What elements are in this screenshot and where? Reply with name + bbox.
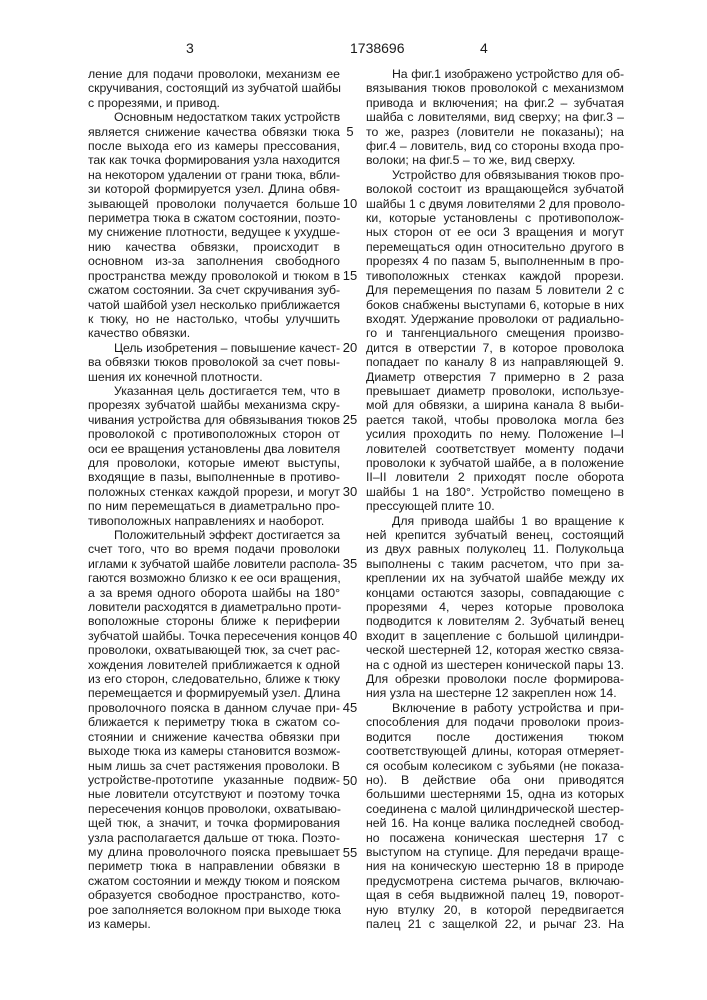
text-line: ление для подачи проволоки, механизм ее (88, 67, 340, 81)
patent-number: 1738696 (350, 40, 405, 56)
text-line: входит в зацепление с большой цилиндри- (366, 629, 624, 643)
paragraph (366, 701, 624, 932)
text-line: ва обвязки тюков проволокой за счет повы- (88, 355, 340, 369)
text-line: го и тангенциального смещения произво- (366, 326, 624, 340)
text-line: перемещаться один относительно другого в (366, 240, 624, 254)
text-line: му снижение плотности, ведущее к ухудше- (88, 225, 340, 239)
text-line: ся особым колесиком с зубьями (не показа- (366, 759, 624, 773)
text-line: Диаметр отверстия 7 примерно в 2 раза (366, 370, 624, 384)
text-line: прорезях зубчатой шайбы механизма скру- (88, 398, 340, 412)
line-number: 5 (340, 125, 360, 139)
text-line: щая в себя выдвижной палец 19, поворот- (366, 888, 624, 902)
text-line: мой для обвязки, а ширина канала 8 выби- (366, 398, 624, 412)
line-number: 45 (340, 701, 360, 715)
text-line: счет того, что во время подачи проволоки (88, 542, 340, 556)
text-line: Для привода шайбы 1 во вращение к (366, 514, 624, 528)
text-line: способления для подачи проволоки произ- (366, 715, 624, 729)
text-line: усилия проходить по нему. Положение I–I (366, 427, 624, 441)
left-text-column (88, 67, 340, 931)
line-number: 25 (340, 413, 360, 427)
text-line: основном из-за заполнения свободного (88, 254, 340, 268)
text-line: воположные стороны ближе к периферии (88, 614, 340, 628)
text-line: Указанная цель достигается тем, что в (88, 384, 340, 398)
paragraph (88, 67, 340, 110)
text-line: нию качества обвязки, происходит в (88, 240, 340, 254)
text-line: попадает по каналу 8 из направляющей 9. (366, 355, 624, 369)
line-number: 35 (340, 557, 360, 571)
line-number: 40 (340, 629, 360, 643)
page-number-left: 3 (186, 40, 194, 56)
text-line: привода и включения; на фиг.2 – зубчатая (366, 96, 624, 110)
text-line: сжатом состоянии и между тюком и пояском (88, 874, 340, 888)
text-line: проволоки к зубчатой шайбе, а в положение (366, 456, 624, 470)
text-line: креплении их на зубчатой шайбе между их (366, 571, 624, 585)
page-number-right: 4 (480, 40, 488, 56)
text-line: из камеры. (88, 917, 340, 931)
text-line: На фиг.1 изображено устройство для об- (366, 67, 624, 81)
text-line: рое заполняется волокном при выходе тюка (88, 903, 340, 917)
text-line: предусмотрена система рычагов, включаю- (366, 874, 624, 888)
text-line: соединена с малой цилиндрической шестер- (366, 802, 624, 816)
right-text-column (366, 67, 624, 931)
text-line: но посажена коническая шестерня 17 с (366, 831, 624, 845)
text-line: Для перемещения по пазам 5 ловители 2 с (366, 283, 624, 297)
text-line: ближается к периметру тюка в сжатом со- (88, 715, 340, 729)
text-line: ней 16. На конце валика последней свобод- (366, 816, 624, 830)
text-line: большими шестернями 15, одна из которых (366, 787, 624, 801)
text-line: выходе тюка из камеры становится возмож- (88, 744, 340, 758)
text-line: является снижение качества обвязки тюка (88, 125, 340, 139)
text-line: соответствующей длины, которая отмеряет- (366, 744, 624, 758)
text-line: периметр тюка в направлении обвязки в (88, 859, 340, 873)
text-line: зи которой формируется узел. Длина обвя- (88, 182, 340, 196)
text-line: пересечения концов проволоки, охватываю- (88, 802, 340, 816)
paragraph (366, 67, 624, 168)
text-line: к тюку, но не настолько, чтобы улучшить (88, 312, 340, 326)
text-line: тивоположных стенках каждой прорези. (366, 269, 624, 283)
text-line: ных сторон от ее оси 3 вращения и могут (366, 225, 624, 239)
text-line: рается такой, чтобы проволока могла без (366, 413, 624, 427)
text-line: Основным недостатком таких устройств (88, 110, 340, 124)
paragraph (88, 110, 340, 341)
text-line: прессующей плите 10. (366, 499, 624, 513)
text-line: зубчатой шайбы. Точка пересечения концов (88, 629, 340, 643)
text-line: образуется свободное пространство, кото- (88, 888, 340, 902)
text-line: шайбы 1 на 180°. Устройство помещено в (366, 485, 624, 499)
text-line: выполнены с таким расчетом, что при за- (366, 557, 624, 571)
text-line: ки, которые установлены с противополож- (366, 211, 624, 225)
text-line: фиг.4 – ловитель, вид со стороны входа про- (366, 139, 624, 153)
text-line: ным лишь за счет растяжения проволоки. В (88, 759, 340, 773)
text-line: ния узла на шестерне 12 закреплен нож 14. (366, 686, 624, 700)
text-line: Включение в работу устройства и при- (366, 701, 624, 715)
text-line: проволоки, охватывающей тюк, за счет рас- (88, 643, 340, 657)
text-line: выступом на ступице. Для передачи враще- (366, 845, 624, 859)
text-line: то же, разрез (ловители не показаны); на (366, 125, 624, 139)
text-line: а за время одного оборота шайбы на 180° (88, 586, 340, 600)
text-line: узла располагается дальше от тюка. Поэто- (88, 831, 340, 845)
text-line: волокой состоит из вращающейся зубчатой (366, 182, 624, 196)
text-line: периметра тюка в сжатом состоянии, поэто- (88, 211, 340, 225)
text-line: проволокой с противоположных сторон от (88, 427, 340, 441)
text-line: проволочного пояска в данном случае при- (88, 701, 340, 715)
text-line: по ним перемещаться в диаметрально про- (88, 499, 340, 513)
text-line: после выхода его из камеры прессования, (88, 139, 340, 153)
text-line: на некотором удалении от грани тюка, вбли- (88, 168, 340, 182)
text-line: зывающей проволоки получается больше (88, 197, 340, 211)
text-line: волоки; на фиг.5 – то же, вид сверху. (366, 153, 624, 167)
text-line: на с одной из шестерен конической пары 13. (366, 658, 624, 672)
text-line: прорезях 4 по пазам 5, выполненным в про- (366, 254, 624, 268)
text-line: Для обрезки проволоки после формирова- (366, 672, 624, 686)
text-line: ные ловители отсутствуют и поэтому точка (88, 787, 340, 801)
line-number: 55 (340, 846, 360, 860)
text-line: входят. Удержание проволоки от радиально- (366, 312, 624, 326)
text-line: скручивания, состоящий из зубчатой шайбы (88, 81, 340, 95)
text-line: палец 21 с защелкой 22, и рычаг 23. На (366, 917, 624, 931)
text-line: ловители расходятся в диаметрально проти- (88, 600, 340, 614)
text-line: вязывания тюков проволокой с механизмом (366, 81, 624, 95)
text-line: гаются возможно близко к ее оси вращения, (88, 571, 340, 585)
text-line: му длина проволочного пояска превышает (88, 845, 340, 859)
text-line: водится после достижения тюком (366, 730, 624, 744)
text-line: шения их конечной плотности. (88, 370, 340, 384)
text-line: с прорезями, и привод. (88, 96, 340, 110)
text-line: но). В действие оба они приводятся (366, 773, 624, 787)
text-line: Положительный эффект достигается за (88, 528, 340, 542)
text-line: положных стенках каждой прорези, и могут (88, 485, 340, 499)
text-line: дится в отверстии 7, в которое проволока (366, 341, 624, 355)
text-line: ную втулку 20, в которой передвигается (366, 903, 624, 917)
text-line: чатой шайбой узел несколько приближается (88, 298, 340, 312)
line-number: 50 (340, 774, 360, 788)
text-line: боков снабжены выступами 6, которые в них (366, 298, 624, 312)
text-line: подводится к ловителям 2. Зубчатый венец (366, 614, 624, 628)
paragraph (366, 168, 624, 514)
text-line: иглами к зубчатой шайбе ловители распола- (88, 557, 340, 571)
text-line: из двух равных полуколец 11. Полукольца (366, 542, 624, 556)
text-line: качество обвязки. (88, 326, 340, 340)
text-line: хождения ловителей приближается к одной (88, 658, 340, 672)
line-number: 20 (340, 341, 360, 355)
paragraph (88, 384, 340, 528)
paragraph (88, 341, 340, 384)
text-line: ческой шестерней 12, которая жестко связа- (366, 643, 624, 657)
text-line: ловителей соответствует моменту подачи (366, 442, 624, 456)
text-line: превышает диаметр проволоки, используе- (366, 384, 624, 398)
text-line: тивоположных направлениях и наоборот. (88, 514, 340, 528)
text-line: ней крепится зубчатый венец, состоящий (366, 528, 624, 542)
text-line: прорезями 4, через которые проволока (366, 600, 624, 614)
text-line: так как точка формирования узла находится (88, 153, 340, 167)
line-number: 30 (340, 485, 360, 499)
paragraph (88, 528, 340, 931)
text-line: ния на коническую шестерню 18 в природе (366, 859, 624, 873)
text-line: концами остаются зазоры, совпадающие с (366, 586, 624, 600)
text-line: устройстве-прототипе указанные подвиж- (88, 773, 340, 787)
line-number: 10 (340, 197, 360, 211)
text-line: пространства между проволокой и тюком в (88, 269, 340, 283)
text-line: из его сторон, следовательно, ближе к тюку (88, 672, 340, 686)
text-line: Устройство для обвязывания тюков про- (366, 168, 624, 182)
text-line: II–II ловители 2 приходят после оборота (366, 470, 624, 484)
text-line: щей тюк, а значит, и точка формирования (88, 816, 340, 830)
text-line: входящие в пазы, выполненные в противо- (88, 470, 340, 484)
text-line: для проволоки, которые имеют выступы, (88, 456, 340, 470)
text-line: оси ее вращения установлены два ловителя (88, 442, 340, 456)
text-line: стоянии и снижение качества обвязки при (88, 730, 340, 744)
text-line: шайба с ловителями, вид сверху; на фиг.3 – (366, 110, 624, 124)
text-line: шайбы 1 с двумя ловителями 2 для проволо- (366, 197, 624, 211)
text-line: сжатом состоянии. За счет скручивания зуб- (88, 283, 340, 297)
text-line: перемещается и формируемый узел. Длина (88, 686, 340, 700)
paragraph (366, 514, 624, 701)
line-number: 15 (340, 269, 360, 283)
text-line: Цель изобретения – повышение качест- (88, 341, 340, 355)
text-line: чивания устройства для обвязывания тюков (88, 413, 340, 427)
